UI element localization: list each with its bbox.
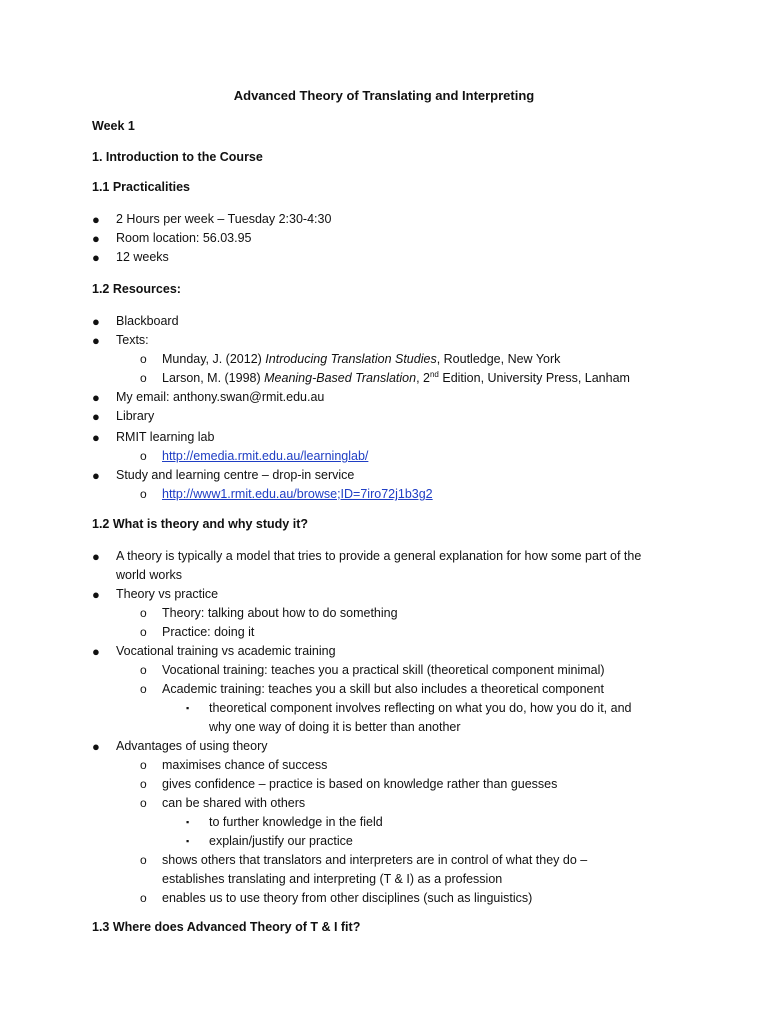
list-item: can be shared with others <box>162 796 306 810</box>
list-item-continuation: why one way of doing it is better than another <box>209 720 461 734</box>
list-item: enables us to use theory from other disciplines (such as linguistics) <box>162 891 533 905</box>
list-item: My email: anthony.swan@rmit.edu.au <box>116 390 325 404</box>
section-heading-1: 1. Introduction to the Course <box>92 150 263 164</box>
list-item: Room location: 56.03.95 <box>116 231 252 245</box>
circle-marker: o <box>140 758 147 772</box>
bullet-marker: ● <box>92 468 100 483</box>
bullet-marker: ● <box>92 739 100 754</box>
square-marker: ▪ <box>186 836 190 846</box>
list-item <box>162 369 630 388</box>
study-centre-link[interactable]: http://www1.rmit.edu.au/browse;ID=7iro72j1b3g2 <box>162 487 433 501</box>
circle-marker: o <box>140 853 147 867</box>
bullet-marker: ● <box>92 390 100 405</box>
list-item: Theory: talking about how to do something <box>162 606 398 620</box>
bullet-marker: ● <box>92 587 100 602</box>
section-heading-1-3: 1.3 Where does Advanced Theory of T & I fit? <box>92 920 361 934</box>
list-item: Advantages of using theory <box>116 739 268 753</box>
bullet-marker: ● <box>92 430 100 445</box>
square-marker: ▪ <box>186 703 190 713</box>
list-item: Blackboard <box>116 314 179 328</box>
circle-marker: o <box>140 352 147 366</box>
bullet-marker: ● <box>92 212 100 227</box>
list-item: 12 weeks <box>116 250 169 264</box>
list-item: Practice: doing it <box>162 625 255 639</box>
list-item: Library <box>116 409 155 423</box>
list-item: gives confidence – practice is based on knowledge rather than guesses <box>162 777 558 791</box>
circle-marker: o <box>140 487 147 501</box>
circle-marker: o <box>140 682 147 696</box>
circle-marker: o <box>140 663 147 677</box>
circle-marker: o <box>140 371 147 385</box>
bullet-marker: ● <box>92 250 100 265</box>
circle-marker: o <box>140 625 147 639</box>
list-item: maximises chance of success <box>162 758 328 772</box>
list-item: to further knowledge in the field <box>209 815 383 829</box>
bullet-marker: ● <box>92 409 100 424</box>
document-title: Advanced Theory of Translating and Interpreting <box>233 88 535 103</box>
circle-marker: o <box>140 891 147 905</box>
citation-edition: , 2 <box>416 371 430 385</box>
list-item <box>162 350 560 369</box>
list-item: RMIT learning lab <box>116 430 215 444</box>
citation-publisher: , Routledge, New York <box>436 352 561 366</box>
week-heading: Week 1 <box>92 119 135 133</box>
citation-author: Larson, M. (1998) <box>162 371 265 385</box>
citation-publisher: Edition, University Press, Lanham <box>438 371 630 385</box>
list-item: Texts: <box>116 333 149 347</box>
circle-marker: o <box>140 777 147 791</box>
list-item: theoretical component involves reflecting on what you do, how you do it, and <box>209 701 632 715</box>
list-item-continuation: world works <box>116 568 182 582</box>
citation-book-title: Meaning-Based Translation <box>264 371 417 385</box>
list-item: Study and learning centre – drop-in service <box>116 468 355 482</box>
list-item: A theory is typically a model that tries to provide a general explanation for how some part of the <box>116 549 642 563</box>
list-item: shows others that translators and interpreters are in control of what they do – <box>162 853 588 867</box>
circle-marker: o <box>140 449 147 463</box>
list-item: 2 Hours per week – Tuesday 2:30-4:30 <box>116 212 332 226</box>
list-item: explain/justify our practice <box>209 834 353 848</box>
list-item: Theory vs practice <box>116 587 219 601</box>
circle-marker: o <box>140 796 147 810</box>
bullet-marker: ● <box>92 549 100 564</box>
learning-lab-link[interactable]: http://emedia.rmit.edu.au/learninglab/ <box>162 449 369 463</box>
list-item: Academic training: teaches you a skill but also includes a theoretical component <box>162 682 604 696</box>
bullet-marker: ● <box>92 644 100 659</box>
square-marker: ▪ <box>186 817 190 827</box>
list-item: Vocational training vs academic training <box>116 644 336 658</box>
list-item-continuation: establishes translating and interpreting (T & I) as a profession <box>162 872 503 886</box>
bullet-marker: ● <box>92 333 100 348</box>
citation-book-title: Introducing Translation Studies <box>265 352 437 366</box>
citation-author: Munday, J. (2012) <box>162 352 266 366</box>
section-heading-1-1: 1.1 Practicalities <box>92 180 190 194</box>
edition-superscript: nd <box>429 369 439 379</box>
list-item: Vocational training: teaches you a practical skill (theoretical component minimal) <box>162 663 605 677</box>
bullet-marker: ● <box>92 231 100 246</box>
circle-marker: o <box>140 606 147 620</box>
bullet-marker: ● <box>92 314 100 329</box>
section-heading-1-2b: 1.2 What is theory and why study it? <box>92 517 309 531</box>
section-heading-1-2: 1.2 Resources: <box>92 282 181 296</box>
